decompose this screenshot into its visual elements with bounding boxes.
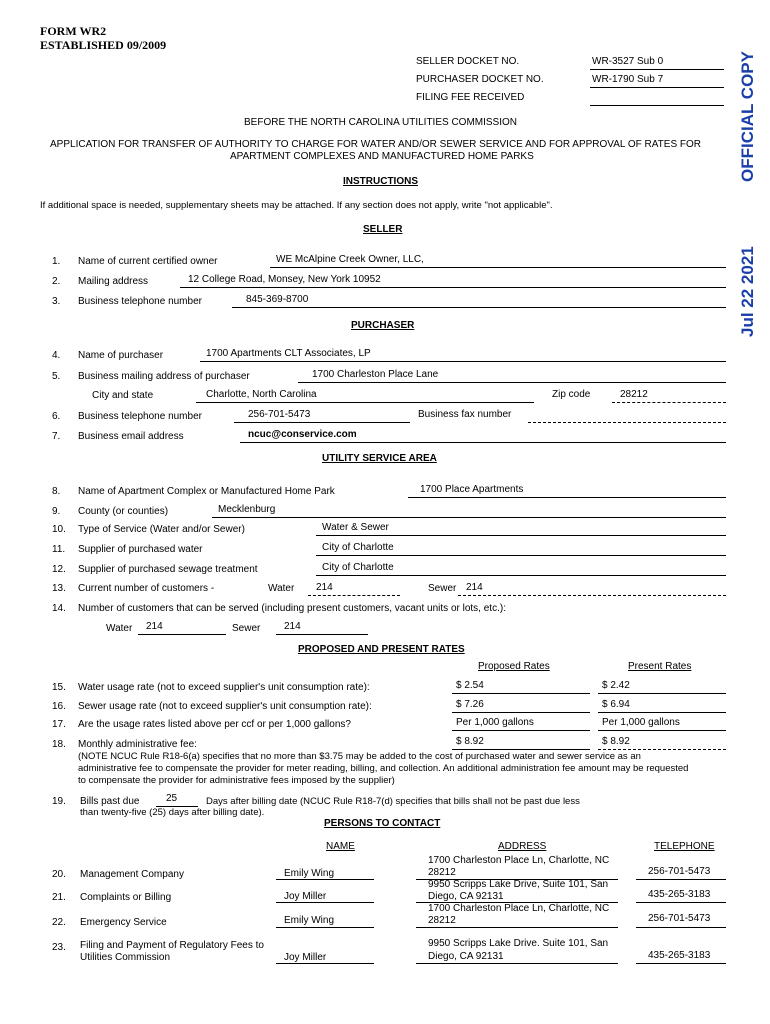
water-rate-label: Water usage rate (not to exceed supplier's unit consumption rate): (78, 682, 370, 693)
county-label: County (or counties) (78, 506, 169, 517)
admin-fee-proposed: $ 8.92 (456, 736, 484, 747)
water-supplier-label: Supplier of purchased water (78, 544, 203, 555)
contact-phone-header: TELEPHONE (654, 841, 715, 852)
owner-line (270, 267, 726, 268)
seller-phone-label: Business telephone number (78, 296, 202, 307)
current-water-value: 214 (316, 582, 333, 593)
form-number: FORM WR2 (40, 24, 107, 38)
item-number: 22. (52, 917, 66, 928)
admin-fee-label: Monthly administrative fee: (78, 739, 197, 750)
purchaser-docket-value: WR-1790 Sub 7 (592, 74, 664, 85)
contact-address-underline (416, 963, 618, 964)
contact-address-line2: 28212 (428, 915, 456, 926)
item-number: 23. (52, 942, 66, 953)
capacity-water-label: Water (106, 623, 133, 634)
utility-heading: UTILITY SERVICE AREA (322, 453, 437, 464)
contact-address-line2: Diego, CA 92131 (428, 891, 504, 902)
item-number: 5. (52, 371, 61, 382)
current-customers-label: Current number of customers - (78, 583, 215, 594)
purchaser-address-value: 1700 Charleston Place Lane (312, 369, 439, 380)
fax-label: Business fax number (418, 409, 512, 420)
past-due-rule: Days after billing date (NCUC Rule R18-7(d) specifies that bills shall not be past due less (206, 796, 580, 807)
contact-address-line1: 9950 Scripps Lake Drive. Suite 101, San (428, 938, 609, 949)
official-copy-stamp: OFFICIAL COPY (738, 51, 757, 182)
contact-phone-line (636, 963, 726, 964)
sewer-rate-proposed: $ 7.26 (456, 699, 484, 710)
purchaser-name-line (200, 361, 726, 362)
admin-fee-note-line1: (NOTE NCUC Rule R18-6(a) specifies that no more than $3.75 may be added to the cost of purchased water and sewer service as an (78, 751, 641, 762)
seller-docket-line (590, 69, 724, 70)
contact-address-underline (416, 927, 618, 928)
service-type-line (316, 535, 726, 536)
complex-name-label: Name of Apartment Complex or Manufactured Home Park (78, 486, 335, 497)
contact-address-header: ADDRESS (498, 841, 547, 852)
mailing-address-line (180, 287, 726, 288)
admin-fee-present: $ 8.92 (602, 736, 630, 747)
fax-line (528, 422, 726, 423)
service-type-value: Water & Sewer (322, 522, 389, 533)
rates-heading: PROPOSED AND PRESENT RATES (298, 644, 465, 655)
current-sewer-line (458, 595, 726, 596)
current-water-label: Water (268, 583, 295, 594)
application-title-line1: APPLICATION FOR TRANSFER OF AUTHORITY TO CHARGE FOR WATER AND/OR SEWER SERVICE AND FOR APPROVAL OF RATES FOR (50, 139, 702, 150)
seller-phone-line (232, 307, 726, 308)
purchaser-phone-line (234, 422, 410, 423)
item-number: 6. (52, 411, 61, 422)
capacity-water-value: 214 (146, 621, 163, 632)
filing-fee-label: FILING FEE RECEIVED (416, 92, 525, 103)
email-line (240, 442, 726, 443)
rate-unit-present-line (598, 730, 726, 731)
purchaser-docket-label: PURCHASER DOCKET NO. (416, 74, 544, 85)
item-number: 15. (52, 682, 66, 693)
application-title-line2: APARTMENT COMPLEXES AND MANUFACTURED HOME PARKS (230, 151, 534, 162)
item-number: 3. (52, 296, 61, 307)
contact-phone: 435-265-3183 (648, 950, 711, 961)
water-rate-proposed: $ 2.54 (456, 680, 484, 691)
mailing-address-value: 12 College Road, Monsey, New York 10952 (188, 274, 381, 285)
purchaser-phone-label: Business telephone number (78, 411, 202, 422)
water-rate-proposed-line (452, 693, 590, 694)
item-number: 1. (52, 256, 61, 267)
item-number: 11. (52, 544, 66, 555)
sewer-rate-present: $ 6.94 (602, 699, 630, 710)
purchaser-address-label: Business mailing address of purchaser (78, 371, 250, 382)
proposed-rates-header: Proposed Rates (478, 661, 550, 672)
item-number: 10. (52, 524, 66, 535)
contact-phone: 256-701-5473 (648, 866, 711, 877)
contact-role-label: Complaints or Billing (80, 892, 172, 903)
email-label: Business email address (78, 431, 184, 442)
instructions-text: If additional space is needed, supplementary sheets may be attached. If any section does not apply, write "not applicable". (40, 200, 553, 211)
contact-name-header: NAME (326, 841, 355, 852)
water-rate-present-line (598, 693, 726, 694)
contact-name-line (276, 902, 374, 903)
seller-docket-label: SELLER DOCKET NO. (416, 56, 520, 67)
contact-role-label: Emergency Service (80, 917, 167, 928)
complex-name-line (408, 497, 726, 498)
admin-fee-note-line2: administrative fee to compensate the provider for meter reading, billing, and collection. An additional administration fee amount may be requested (78, 763, 689, 774)
rate-unit-present: Per 1,000 gallons (602, 717, 680, 728)
contact-phone-line (636, 902, 726, 903)
contact-name-line (276, 963, 374, 964)
seller-docket-value: WR-3527 Sub 0 (592, 56, 664, 67)
current-water-line (308, 595, 400, 596)
capacity-sewer-label: Sewer (232, 623, 261, 634)
item-number: 18. (52, 739, 66, 750)
past-due-rule-cont: than twenty-five (25) days after billing date). (80, 807, 265, 818)
rate-unit-label: Are the usage rates listed above per ccf or per 1,000 gallons? (78, 719, 351, 730)
sewer-rate-proposed-line (452, 712, 590, 713)
sewage-supplier-value: City of Charlotte (322, 562, 394, 573)
contact-phone: 256-701-5473 (648, 913, 711, 924)
current-sewer-value: 214 (466, 582, 483, 593)
contact-address-line2: Diego, CA 92131 (428, 951, 504, 962)
contact-address-line2: 28212 (428, 867, 456, 878)
admin-fee-proposed-line (452, 749, 590, 750)
past-due-value: 25 (166, 793, 178, 804)
sewer-rate-present-line (598, 712, 726, 713)
admin-fee-present-line (598, 749, 726, 750)
service-type-label: Type of Service (Water and/or Sewer) (78, 524, 245, 535)
contact-name: Emily Wing (284, 868, 335, 879)
water-supplier-line (316, 555, 726, 556)
item-number: 20. (52, 869, 66, 880)
email-value: ncuc@conservice.com (248, 429, 357, 440)
purchaser-name-label: Name of purchaser (78, 350, 164, 361)
contact-role-label: Filing and Payment of Regulatory Fees to (80, 940, 264, 951)
water-supplier-value: City of Charlotte (322, 542, 394, 553)
mailing-address-label: Mailing address (78, 276, 149, 287)
contact-address-line1: 1700 Charleston Place Ln, Charlotte, NC (428, 903, 610, 914)
contact-phone-line (636, 927, 726, 928)
present-rates-header: Present Rates (628, 661, 692, 672)
current-sewer-label: Sewer (428, 583, 457, 594)
item-number: 19. (52, 796, 66, 807)
capacity-label: Number of customers that can be served (including present customers, vacant units or lots, etc.): (78, 603, 506, 614)
instructions-heading: INSTRUCTIONS (343, 176, 418, 187)
city-state-label: City and state (92, 390, 154, 401)
capacity-water-line (138, 634, 226, 635)
admin-fee-note-line3: to compensate the provider for administrative fees imposed by the supplier) (78, 775, 395, 786)
item-number: 13. (52, 583, 66, 594)
sewer-rate-label: Sewer usage rate (not to exceed supplier's unit consumption rate): (78, 701, 372, 712)
item-number: 9. (52, 506, 61, 517)
owner-value: WE McAlpine Creek Owner, LLC, (276, 254, 424, 265)
contact-phone-line (636, 879, 726, 880)
contact-name-line (276, 927, 374, 928)
item-number: 17. (52, 719, 66, 730)
contact-address-line1: 9950 Scripps Lake Drive, Suite 101, San (428, 879, 609, 890)
seller-phone-value: 845-369-8700 (246, 294, 309, 305)
rate-unit-proposed-line (452, 730, 590, 731)
purchaser-phone-value: 256-701-5473 (248, 409, 311, 420)
purchaser-heading: PURCHASER (351, 320, 415, 331)
contact-name: Joy Miller (284, 891, 327, 902)
purchaser-name-value: 1700 Apartments CLT Associates, LP (206, 348, 371, 359)
filing-fee-line (590, 105, 724, 106)
complex-name-value: 1700 Place Apartments (420, 484, 524, 495)
contact-address-line1: 1700 Charleston Place Ln, Charlotte, NC (428, 855, 610, 866)
county-line (212, 517, 726, 518)
past-due-label: Bills past due (80, 796, 140, 807)
item-number: 14. (52, 603, 66, 614)
commission-title: BEFORE THE NORTH CAROLINA UTILITIES COMMISSION (244, 117, 518, 128)
persons-heading: PERSONS TO CONTACT (324, 818, 441, 829)
item-number: 21. (52, 892, 66, 903)
zip-value: 28212 (620, 389, 648, 400)
zip-line (612, 402, 726, 403)
city-state-line (196, 402, 534, 403)
sewage-supplier-label: Supplier of purchased sewage treatment (78, 564, 258, 575)
item-number: 7. (52, 431, 61, 442)
zip-label: Zip code (552, 389, 591, 400)
purchaser-address-line (298, 382, 726, 383)
water-rate-present: $ 2.42 (602, 680, 630, 691)
seller-heading: SELLER (363, 224, 403, 235)
item-number: 12. (52, 564, 66, 575)
contact-role-label-cont: Utilities Commission (80, 952, 171, 963)
item-number: 8. (52, 486, 61, 497)
county-value: Mecklenburg (218, 504, 276, 515)
contact-phone: 435-265-3183 (648, 889, 711, 900)
sewage-supplier-line (316, 575, 726, 576)
item-number: 16. (52, 701, 66, 712)
item-number: 4. (52, 350, 61, 361)
rate-unit-proposed: Per 1,000 gallons (456, 717, 534, 728)
form-established: ESTABLISHED 09/2009 (40, 38, 167, 52)
contact-name-line (276, 879, 374, 880)
item-number: 2. (52, 276, 61, 287)
capacity-sewer-value: 214 (284, 621, 301, 632)
owner-label: Name of current certified owner (78, 256, 218, 267)
purchaser-docket-line (590, 87, 724, 88)
contact-role-label: Management Company (80, 869, 184, 880)
city-state-value: Charlotte, North Carolina (206, 389, 317, 400)
contact-name: Joy Miller (284, 952, 327, 963)
contact-name: Emily Wing (284, 915, 335, 926)
date-stamp: Jul 22 2021 (738, 246, 757, 337)
capacity-sewer-line (276, 634, 368, 635)
